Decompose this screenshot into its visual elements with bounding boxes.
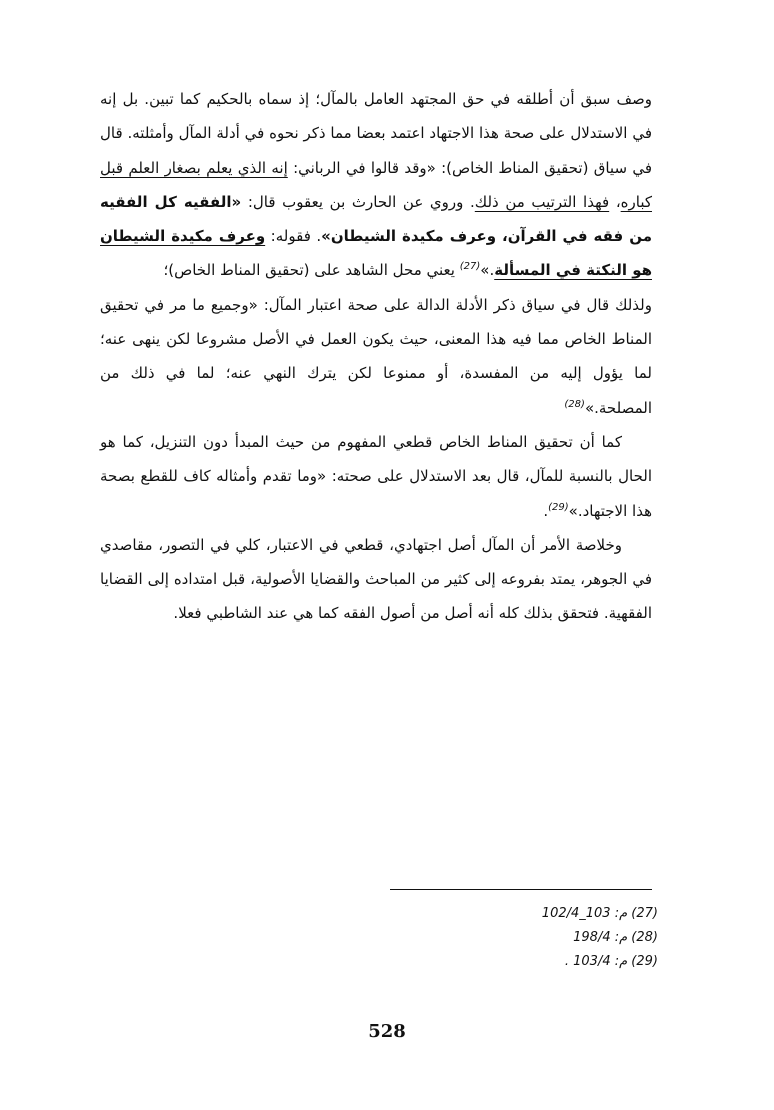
footnote-ref-28: (28): [564, 398, 585, 410]
footnote-number: (28): [631, 930, 658, 945]
paragraph-4: [100, 528, 652, 631]
underlined-quote: إنه الذي يعلم بصغار العلم قبل كباره: [100, 158, 652, 211]
main-text: [100, 82, 652, 631]
text-segment: يعني محل الشاهد على (تحقيق المناط الخاص)؛: [163, 261, 460, 280]
text-segment: . فقوله:: [265, 227, 322, 246]
footnotes: [398, 902, 658, 974]
text-segment: ولذلك قال في سياق ذكر الأدلة الدالة على صحة اعتبار المآل: «وجميع ما مر في تحقيق المناط الخاص مما فيه هذا المعنى، حيث يكون العمل في الأصل مشروعا لكن ينهى عنه؛ لما يؤول إليه من المفسدة، أو ممنوعا لكن يترك النهي عنه؛ لما في ذلك من المصلحة.»: [100, 295, 652, 417]
footnote-ref-27: (27): [459, 261, 481, 273]
paragraph-3: [100, 425, 652, 528]
footnote-28: [398, 926, 658, 950]
footnote-number: (29): [631, 954, 658, 969]
text-segment: ،: [609, 192, 621, 211]
paragraph-2: [100, 288, 652, 425]
text-segment: .»: [480, 261, 495, 280]
page-number: 528: [368, 1021, 406, 1042]
footnote-29: [398, 950, 658, 974]
footnote-text: م: 103_102/4: [541, 906, 628, 921]
underlined-quote: فهذا الترتيب من ذلك: [474, 192, 610, 211]
text-segment: .: [543, 501, 549, 520]
footnote-ref-29: (29): [548, 501, 569, 513]
footnote-27: [398, 902, 658, 926]
footnote-text: م: 198/4: [573, 930, 628, 945]
text-segment: . وروي عن الحارث بن يعقوب قال:: [241, 192, 475, 211]
footnote-separator: [390, 889, 652, 890]
text-segment: كما أن تحقيق المناط الخاص قطعي المفهوم من حيث المبدأ دون التنزيل، كما هو الحال بالنسبة للمآل، قال بعد الاستدلال على صحته: «وما تقدم وأمثاله كاف للقطع بصحة هذا الاجتهاد.»: [100, 432, 652, 520]
underlined-quote: وعرف مكيدة الشيطان هو النكتة في المسألة: [100, 227, 652, 280]
paragraph-1: [100, 82, 652, 288]
text-segment: وخلاصة الأمر أن المآل أصل اجتهادي، قطعي في الاعتبار، كلي في التصور، مقاصدي في الجوهر، يمتد بفروعه إلى كثير من المباحث والقضايا الأصولية، قبل امتداده إلى القضايا الفقهية. فتحقق بذلك كله أنه أصل من أصول الفقه كما هي عند الشاطبي فعلا.: [100, 535, 652, 623]
bold-quote: «الفقيه كل الفقيه من فقه في القرآن، وعرف مكيدة الشيطان»: [100, 192, 652, 246]
footnote-text: م: 103/4 .: [564, 954, 628, 969]
text-segment: وصف سبق أن أطلقه في حق المجتهد العامل بالمآل؛ إذ سماه بالحكيم كما تبين. بل إنه في الاستدلال على صحة هذا الاجتهاد اعتمد بعضا مما ذكر نحوه في أدلة المآل وأمثلته. قال في سياق (تحقيق المناط الخاص): «وقد قالوا في الرباني:: [100, 90, 652, 177]
footnote-number: (27): [631, 906, 658, 921]
